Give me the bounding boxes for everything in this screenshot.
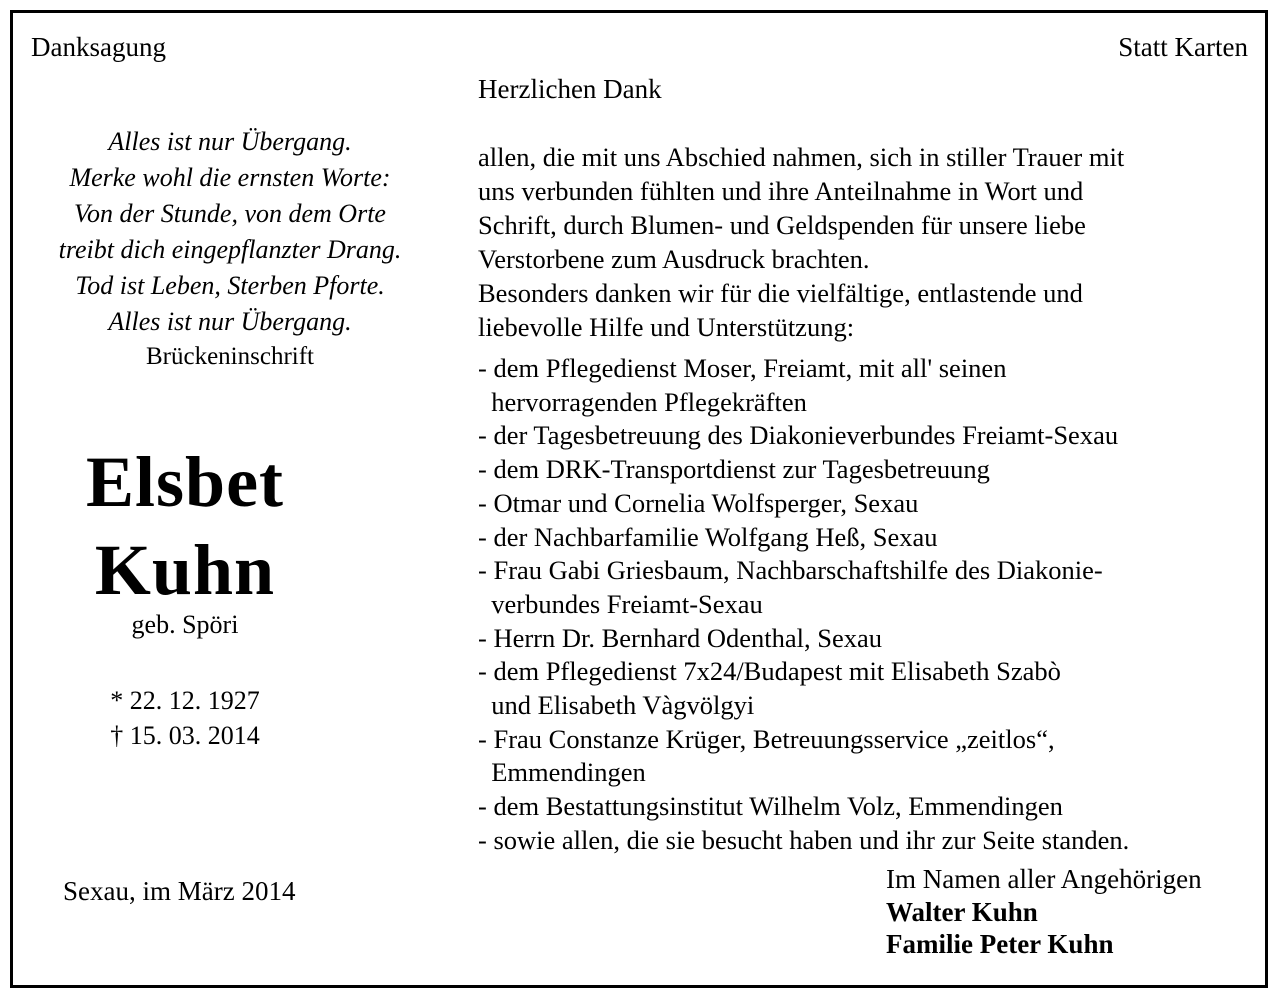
header-right: Statt Karten [1118, 32, 1248, 62]
paragraph-line: Schrift, durch Blumen- und Geldspenden für unsere liebe [478, 210, 1086, 240]
list-item: - Otmar und Cornelia Wolfsperger, Sexau [478, 487, 919, 518]
thanks-list [478, 352, 1248, 858]
poem-line: Tod ist Leben, Sterben Pforte. [75, 271, 385, 300]
header-left: Danksagung [31, 32, 166, 62]
paragraph-line: Verstorbene zum Ausdruck brachten. [478, 244, 870, 274]
paragraph-line: allen, die mit uns Abschied nahmen, sich in stiller Trauer mit [478, 142, 1125, 172]
poem-line: Alles ist nur Übergang. [108, 127, 352, 156]
list-item: - dem Pflegedienst Moser, Freiamt, mit all' seinen [478, 353, 1007, 383]
list-item: - sowie allen, die sie besucht haben und ihr zur Seite standen. [478, 824, 1130, 855]
poem-line: Merke wohl die ernsten Worte: [69, 163, 391, 192]
maiden-name: geb. Spöri [131, 610, 239, 639]
list-item: - Frau Gabi Griesbaum, Nachbarschaftshilfe des Diakonie- [478, 555, 1103, 586]
poem [20, 124, 440, 340]
deceased-last-name: Kuhn [94, 530, 276, 610]
paragraph-line: Besonders danken wir für die vielfältige, entlastende und [478, 278, 1083, 308]
list-item: - dem DRK-Transportdienst zur Tagesbetreuung [478, 454, 990, 485]
list-item: - dem Bestattungsinstitut Wilhelm Volz, Emmendingen [478, 791, 1063, 822]
signature-name: Walter Kuhn [886, 897, 1038, 927]
list-item: - der Tagesbetreuung des Diakonieverbundes Freiamt-Sexau [478, 420, 1119, 451]
thanks-paragraph [478, 140, 1124, 344]
deceased-first-name: Elsbet [85, 442, 285, 522]
list-item: hervorragenden Pflegekräften [478, 386, 807, 417]
main-title: Herzlichen Dank [478, 74, 662, 104]
list-item: - der Nachbarfamilie Wolfgang Heß, Sexau [478, 521, 938, 552]
place-date: Sexau, im März 2014 [63, 876, 296, 906]
list-item: verbundes Freiamt-Sexau [478, 588, 763, 619]
list-item: Emmendingen [478, 757, 646, 788]
paragraph-line: uns verbunden fühlten und ihre Anteilnahme in Wort und [478, 176, 1084, 206]
list-item: - dem Pflegedienst 7x24/Budapest mit Elisabeth Szabò [478, 656, 1061, 687]
signature-intro: Im Namen aller Angehörigen [886, 864, 1202, 894]
death-date: † 15. 03. 2014 [110, 721, 260, 750]
poem-line: Von der Stunde, von dem Orte [74, 199, 386, 228]
birth-date: * 22. 12. 1927 [110, 686, 260, 715]
poem-line: treibt dich eingepflanzter Drang. [58, 235, 402, 264]
signature-family: Familie Peter Kuhn [886, 929, 1114, 959]
poem-line: Alles ist nur Übergang. [108, 307, 352, 336]
list-item: - Frau Constanze Krüger, Betreuungsservice „zeitlos“, [478, 723, 1055, 754]
poem-source: Brückeninschrift [145, 343, 314, 370]
paragraph-line: liebevolle Hilfe und Unterstützung: [478, 312, 855, 342]
list-item: und Elisabeth Vàgvölgyi [478, 690, 755, 721]
list-item: - Herrn Dr. Bernhard Odenthal, Sexau [478, 622, 882, 653]
